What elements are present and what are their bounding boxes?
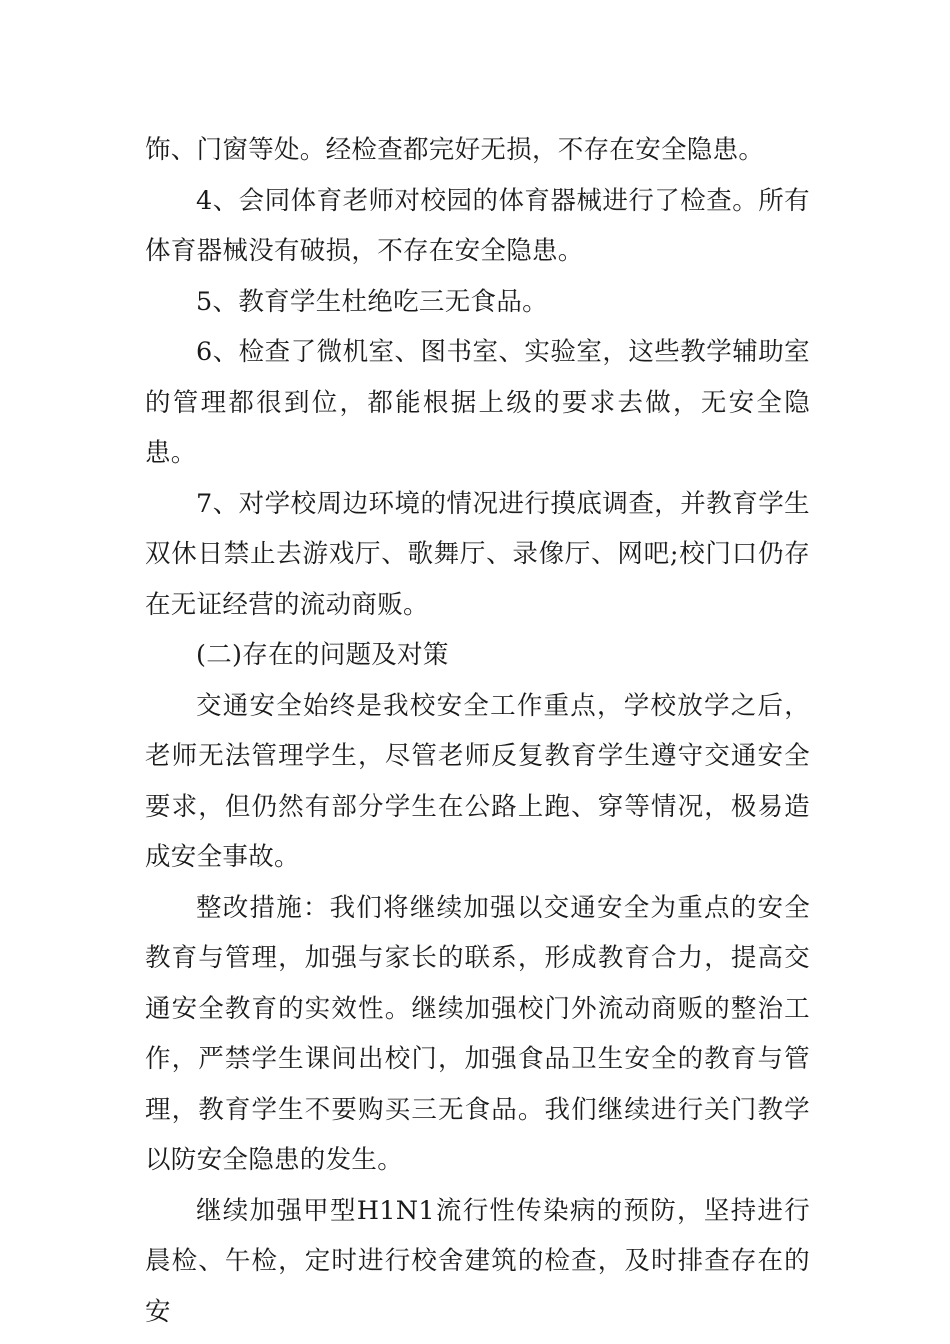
paragraph-rectification-measures: 整改措施：我们将继续加强以交通安全为重点的安全教育与管理，加强与家长的联系，形成教育合力，提高交通安全教育的实效性。继续加强校门外流动商贩的整治工作，严禁学生课间出校门，加强食品卫生安全的教育与管理，教育学生不要购买三无食品。我们继续进行关门教学以防安全隐患的发生。 — [145, 892, 810, 1175]
paragraph-item-6: 6、检查了微机室、图书室、实验室，这些教学辅助室的管理都很到位，都能根据上级的要求去做，无安全隐患。 — [145, 337, 810, 468]
document-body — [145, 125, 810, 1337]
paragraph-continuation: 饰、门窗等处。经检查都完好无损，不存在安全隐患。 — [145, 135, 765, 165]
paragraph-item-4: 4、会同体育老师对校园的体育器械进行了检查。所有体育器械没有破损，不存在安全隐患。 — [145, 185, 810, 266]
paragraph-item-7: 7、对学校周边环境的情况进行摸底调查，并教育学生双休日禁止去游戏厅、歌舞厅、录像厅、网吧;校门口仍存在无证经营的流动商贩。 — [145, 488, 810, 620]
paragraph-item-5: 5、教育学生杜绝吃三无食品。 — [196, 286, 548, 317]
paragraph-disease-prevention: 继续加强甲型H1N1流行性传染病的预防，坚持进行晨检、午检，定时进行校舍建筑的检查，及时排查存在的安 — [145, 1195, 810, 1327]
section-heading-problems: (二)存在的问题及对策 — [196, 640, 449, 670]
paragraph-traffic-safety: 交通安全始终是我校安全工作重点，学校放学之后，老师无法管理学生，尽管老师反复教育学生遵守交通安全要求，但仍然有部分学生在公路上跑、穿等情况，极易造成安全事故。 — [145, 690, 810, 872]
